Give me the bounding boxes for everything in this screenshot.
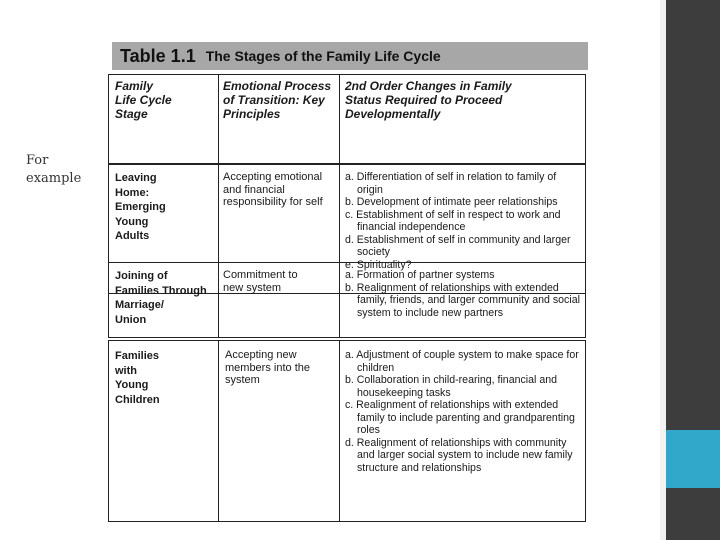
table-header-row: [108, 74, 586, 164]
list-item: d. Establishment of self in community and larger society: [345, 233, 571, 258]
row-emotional: Accepting emotional and financial responsibility for self: [223, 171, 323, 208]
row-stage: Joining of Families Through Marriage/ Union: [115, 270, 207, 326]
side-label: [26, 152, 81, 188]
list-item: e. Spirituality?: [345, 258, 412, 271]
column-divider: [218, 341, 219, 521]
table-row: [108, 340, 586, 522]
family-life-cycle-table: [106, 36, 598, 522]
column-divider: [339, 263, 340, 337]
side-label-line: example: [26, 171, 82, 186]
list-item: b. Collaboration in child-rearing, financial and housekeeping tasks: [345, 374, 557, 399]
row-emotional: Commitment to new system: [223, 269, 298, 294]
column-divider: [339, 75, 340, 163]
list-item: b. Realignment of relationships with extended family, friends, and larger community and social system to include new partners: [345, 281, 580, 319]
list-item: a. Formation of partner systems: [345, 269, 495, 281]
list-item: d. Realignment of relationships with community and larger social system to include new family structure and relationships: [345, 436, 573, 474]
row-stage: Leaving Home: Emerging Young Adults: [115, 172, 166, 242]
table-title-bar: [112, 42, 588, 70]
header-emotional: Emotional Process of Transition: Key Principles: [223, 79, 332, 121]
list-item: a. Adjustment of couple system to make space for children: [345, 349, 579, 374]
column-divider: [218, 75, 219, 163]
side-label-line: For: [26, 153, 49, 168]
row-stage: Families with Young Children: [115, 350, 160, 406]
table-number: Table 1.1: [120, 45, 196, 66]
list-item: c. Establishment of self in respect to work and financial independence: [345, 208, 561, 233]
column-divider: [339, 341, 340, 521]
list-item: c. Realignment of relationships with extended family to include parenting and grandparenting roles: [345, 399, 575, 436]
row-changes: [345, 349, 583, 474]
header-stage: Family Life Cycle Stage: [115, 79, 172, 121]
column-divider: [218, 263, 219, 337]
table-row: [108, 262, 586, 338]
row-changes: [345, 269, 583, 319]
row-changes: [345, 171, 583, 271]
header-changes: 2nd Order Changes in Family Status Required to Proceed Developmentally: [345, 79, 512, 121]
table-title: The Stages of the Family Life Cycle: [205, 48, 441, 64]
list-item: a. Differentiation of self in relation to family of origin: [345, 171, 557, 196]
list-item: b. Development of intimate peer relationships: [345, 196, 558, 208]
right-accent-block: [666, 430, 720, 488]
row-emotional: Accepting new members into the system: [225, 349, 310, 386]
